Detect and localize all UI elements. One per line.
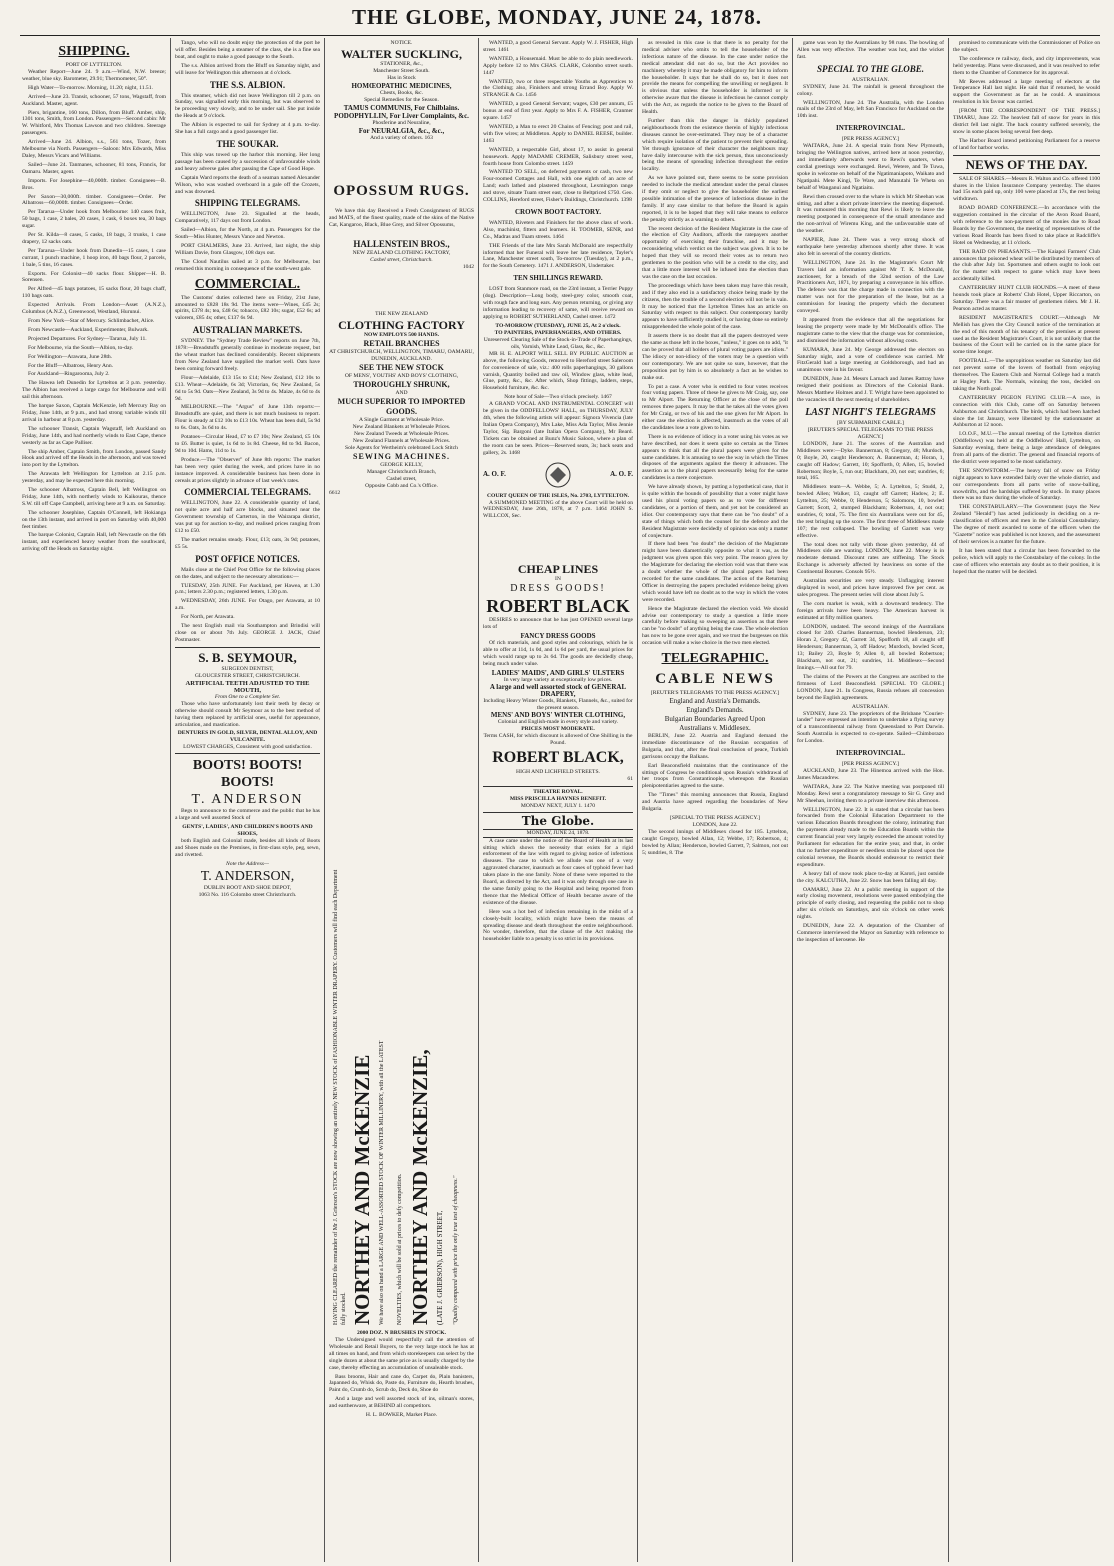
notice-label: NOTICE. [390, 40, 413, 46]
column-divider [948, 38, 949, 1562]
column-six [797, 40, 944, 1560]
suckling-line: Has in Stock [387, 75, 416, 81]
paragraph: A heavy fall of snow took place to-day at Karori, just outside the city. KALCUTHA, June 22. Snow has been falling all day. [797, 870, 944, 884]
column-shipping [22, 40, 166, 1560]
auction-line: Unreserved Clearing Sale of the Stock-in-Trade of Paperhangings, oils, Varnish, White Lead, Glass, &c., &c. [483, 336, 633, 350]
theatre-heading: THEATRE ROYAL. [533, 788, 583, 795]
anderson-line: GENTS', LADIES', AND CHILDREN'S BOOTS AND SHOES, [182, 824, 313, 838]
australian-markets-heading: AUSTRALIAN MARKETS. [192, 325, 303, 336]
cheap-lines: CHEAP LINES [517, 562, 599, 577]
paragraph: The total does not tally with those given yesterday, 44 of Middlesex side are wanting. LONDON, June 22. Money is in moderate demand. Discount rates are stiffening. The Stock Exchange is adversely affected by heaviness on some of the Continental Bourses. Consols 95½. [797, 541, 944, 576]
aof-row [483, 460, 633, 490]
news-of-the-day-heading: NEWS OF THE DAY. [953, 155, 1100, 174]
paragraph: Produce.—The "Observer" of June 8th reports: The market has been very quiet during the week, and prices have in no instance improved. A considerable business has been done in cereals at prices slightly in advance of last week's rates. [175, 456, 320, 484]
column-six-text [797, 40, 944, 61]
nz-label: THE NEW ZEALAND [375, 310, 428, 317]
clothing-line: New Zealand Flannels at Wholesale Prices. [352, 437, 451, 444]
paragraph: To put a case. A voter who is entitled to four votes receives four voting papers. Three of these he gives to Mr Craig, say, one to Mr Alport. The Returning Officer at the close of the poll removes three papers. It may be that he takes all the votes given for Mr Craig, or two of his and the one given for Mr Alport. In either case the election is affected, inasmuch as the votes of all the candidates lose a vote given to him. [642, 383, 788, 431]
paragraph: Flour—Adelaide, £13 15s to £14; New Zealand, £12 10s to £13. Wheat—Adelaide, 6s 3d; Victorian, 6s; New Zealand, 5s 6d to 5s 9d. Oats—New Zealand, 3s 9d to 4s. Maize, 4s 6d to 4s 9d. [175, 374, 320, 402]
advert-number: 1042 [462, 263, 474, 270]
suckling-line: Chests, Books, &c. [379, 90, 424, 96]
australian-label: AUSTRALIAN. [851, 703, 890, 710]
column-divider [170, 38, 171, 1562]
clothing-line: NOW EMPLOYS 500 HANDS. [363, 331, 440, 338]
australian-text [797, 84, 944, 121]
reward-text: LOST from Stanmore road, on the 23rd instant, a Terrier Puppy (dog). Description—Long body, steel-grey color, smooth coat, with rough face and long ears. Any person returning, or giving any information leading to recovery of same, will receive reward on applying to ROBERT SUTHERLAND, Cashel street. 1472 [483, 286, 633, 320]
shipping-text [22, 69, 166, 553]
paragraph: Middlesex team—A. Webbe, 5; A. Lyttelton, 5; Studd, 2, bowled Allen; Walker, 13, caught off Garrett; Hadow, 2; E. Lyttelton, 25; Webbe, 0; Henderson, 5; Salomons, 10, bowled Garrett; Scott, 2, stumped Blackham; Robertson, 4, not out; sundries, 6; total, 75. The first six Australians were out for 45, the rest bringing up the score. The first three of Middlesex made 107; the rest collapsed. The bowling of Garrett was very effective. [797, 484, 944, 539]
albion-heading: THE S.S. ALBION. [209, 79, 286, 90]
rb-line: In very large variety at exceptionally low prices. [503, 676, 613, 683]
column-divider [478, 38, 479, 1562]
bowker-name: H. L. BOWKER, Market Place. [365, 1412, 438, 1419]
suckling-line: And a variety of others. 163 [370, 135, 433, 141]
brushes-advert [329, 1330, 474, 1560]
paragraph: As we have pointed out, there seems to be some provision needed to include the medical attendant under the penal clauses if they omit or neglect to give the householder the earliest possible intimation of the presence of infectious disease in the family. If any case similar to that before the Board is again reported, it is to be hoped that they will take means to enforce the penalty strictly as a warning to others. [642, 175, 788, 223]
paragraph: Hence the Magistrate declared the election void. We should advise our contemporary to study a question a little more carefully before making so sweeping an assertion as that there can be "no doubt" of anything being the case. The whole election has now to be gone over again, and we trust the burgesses on this occasion will make a wise choice in the two men elected. [642, 605, 788, 647]
paragraph: The schooner Josephine, Captain O'Connell, left Hokianga on the 13th instant, and arrived in port on Saturday with 40,000 feet timber. [22, 509, 166, 530]
aof-label: A. O. F. [483, 470, 506, 479]
clothing-line: New Zealand Tweeds at Wholesale Prices. [353, 430, 450, 437]
suckling-line: TAMUS COMMUNIS, For Chilblains. [343, 104, 460, 112]
opossum-text: We have this day Received a Fresh Consignment of RUGS and MATS, of the finest quality, made of the skins of the Native Cat, Kangaroo, Black, Blue Grey, and Silver Opossums, [329, 208, 474, 228]
paragraph: SALE OF SHARES.—Messrs R. Walton and Co. offered 1100 shares in the Union Insurance Company yesterday. The shares had 15s each paid up, only 100 were placed at 17s, the rest being withdrawn. [953, 175, 1100, 203]
news-of-the-day-text [953, 176, 1100, 576]
paragraph: WANTED, a good General Servant; wages, £30 per annum, £5 bonus at end of first year. Apply to Mrs F. A. FISHER, Cranmer square. 1457 [483, 101, 633, 122]
kelly-line: Cashel street, [386, 475, 417, 482]
paragraph: TUESDAY, 25th JUNE. For Auckland, per Hawea, at 1.30 p.m.; letters 2.30 p.m.; registered letters, 1.30 p.m. [175, 582, 320, 596]
paragraph: The corn market is weak, with a downward tendency. The foreign arrivals have been heavy. The American harvest is estimated at fifty million quarters. [797, 600, 944, 621]
seymour-name: S. B. SEYMOUR, [198, 649, 297, 665]
clothing-line: Sole Agents for Wertheim's celebrated Lock Stitch [345, 444, 458, 451]
paragraph: Per Tararua—Under hook from Melbourne: 140 cases fruit, 50 bags, 1 case, 2 bales, 20 cases, 1 cask, 6 boxes tea, 30 bags sugar. [22, 209, 166, 230]
paragraph: AUCKLAND, June 23. The Hinemoa arrived with the Hon. James Macandrew. [797, 768, 944, 781]
cable-line: Australians v. Middlesex. [679, 724, 751, 733]
anderson-line: Note the Address— [226, 860, 269, 867]
special-globe-heading: SPECIAL TO THE GLOBE. [816, 63, 924, 74]
paragraph: Projected Departures. For Sydney—Tararua, July 11. [28, 335, 147, 342]
northey-advert [330, 860, 474, 1325]
northey-vertical-text: NOVELTIES, which will be sold at prices to defy competition. [397, 1173, 403, 1325]
reuter-label: [REUTER'S SPECIAL TELEGRAMS TO THE PRESS AGENCY.] [807, 426, 934, 440]
paragraph: The conference re railway, dock, and city improvements, was held yesterday. Plans were discussed, and it was resolved to refer them to the Chamber of Commerce for its approval. [953, 55, 1100, 76]
shipping-heading: SHIPPING. [58, 44, 130, 59]
rb-line: LADIES' MAIDS', AND GIRLS' ULSTERS [491, 668, 625, 677]
court-heading: COURT QUEEN OF THE ISLES, No. 2703, LYTTELTON. [486, 492, 630, 499]
clothing-line: RETAIL BRANCHES [363, 338, 440, 348]
paragraph: The proceedings which have been taken may have this result, and if they also end in a satisfactory choice being made by the citizens, then the trouble of a second election will not be in vain. It may be noticed that the Lyttelton Times has an article on Saturday with respect to this subject. Our contemporary hardly appears to have sufficiently studied it, or having done so entirely misapprehended the whole point of the case. [642, 282, 788, 331]
paragraph: The Arawata left Wellington for Lyttelton at 2.15 p.m. yesterday, and may be expected here this morning. [22, 471, 166, 485]
column-five [642, 40, 788, 1560]
paragraph: WAITARA, June 22. The Native meeting was postponed till Monday. Rewi sent a congratulatory message to Sir G. Grey and Mr Sheehan, inviting them to a private interview this afternoon. [797, 783, 944, 804]
sewing-machines: SEWING MACHINES. [353, 451, 450, 461]
paragraph: DUNEDIN, June 24. Messrs Larnach and James Rattray have resigned their positions as Directors of the Colonial Bank. Messrs Matthew Holmes and J. T. Wright have been appointed to the vacancies till the next meeting of shareholders. [797, 376, 944, 403]
column-two-text [175, 40, 320, 77]
robert-black-heading-2: ROBERT BLACK, [492, 748, 624, 766]
suckling-line: Phosferine and Neuraline, [372, 120, 431, 126]
northey-vertical-title-2: NORTHEY AND McKENZIE, [408, 1049, 432, 1325]
rb-line: Terms CASH, for which discount is allowed of One Shilling in the Pound. [483, 732, 633, 746]
paragraph: WELLINGTON, June 23. Signalled at the heads, Comparatively, 117 days out from London. [175, 211, 320, 225]
paragraph: WELLINGTON, June 22. It is stated that a circular has been forwarded from the Colonial Education Department to the various Education Boards throughout the colony, intimating that the payments already made to the Education Boards within the current financial year very largely exceeded the amount voted by Parliament for education for the entire year, and that, in order that no further expenditure or needless strain be placed upon the colonial revenue, the Boards should endeavour to restrict their expenditure. [797, 806, 944, 868]
column-divider [792, 38, 793, 1562]
rb-line: PRICES MOST MODERATE. [521, 725, 595, 732]
clothing-line: New Zealand Blankets at Wholesale Prices. [352, 423, 451, 430]
paragraph: game was won by the Australians by 98 runs. The bowling of Allen was very effective. The weather was hot, and the wicket fast. [797, 40, 944, 60]
paragraph: PORT CHALMERS, June 23. Arrived, last night, the ship William Davie, from Glasgow, 108 days out. [175, 243, 320, 256]
paragraph: Sailed—June 24. Tanmanes, schooner, 81 tons, Francis, for Oamaru. Master, agent. [22, 161, 166, 175]
paragraph: FOOTBALL.—The unpropitious weather on Saturday last did not prevent some of the lovers of football from enjoying themselves. The Eastern Club and Normal College had a match at Hagley Park. The Normals, winning the toss, decided on taking the North goal. [953, 358, 1100, 392]
anderson-advert [175, 757, 320, 899]
column-divider [324, 38, 325, 1562]
paragraph: NAPIER, June 24. There was a very strong shock of earthquake here yesterday afternoon shortly after three. It was also felt in several of the country districts. [797, 237, 944, 257]
northey-vertical-text: "Quality compared with price the only true test of cheapness." [453, 1175, 459, 1325]
wanted-adverts [483, 40, 633, 204]
globe-date: MONDAY, JUNE 24, 1878. [483, 829, 633, 838]
rb-text: Of rich materials, and good styles and colourings, which he is able to offer at 11d, 1s 0d, and 1s 6d per yard, the usual prices for which would range up to 2s 6d. The goods are decidedly cheap, being much under value. [483, 640, 633, 667]
paragraph: Here was a hot bed of infection remaining in the midst of a closely-built locality, which might have been the means of spreading disease and death throughout the entire neighbourhood. No wonder, therefore, that the clause of the Act making the householder liable to a penalty is so strict in its provisions. [483, 908, 633, 943]
leader-text [483, 838, 633, 944]
column-seven-text [953, 40, 1100, 152]
paragraph: Tango, who will no doubt enjoy the protection of the port he will offer. Besides being a steamer of the class, she is a fine sea boat, and ought to make a good passage to the South. [175, 40, 320, 60]
cable-news-heading: CABLE NEWS [655, 671, 775, 688]
court-text: A SUMMONED MEETING of the above Court will be held on WEDNESDAY, June 26th, 1878, at 7 p.m. 1464 JOHN S. WILLCOX, Sec. [483, 499, 633, 520]
rb-line: Colonial and English-made in every style and variety. [497, 718, 619, 725]
paragraph: Per Saxon—30,000ft. timber. Consignees—Order. Per Albatross—60,000ft. timber. Consignees—Order. [22, 193, 166, 207]
paragraph: The next English mail via Southampton and Brindisi will close on or about 7th July. GEORGE J. JACK, Chief Postmaster. [175, 623, 320, 643]
paragraph: WANTED, two or three respectable Youths as Apprentices to the Clothing; also, Finishers and strong Errand Boy. Apply W. STRANGE & Co. 1456 [483, 78, 633, 99]
seymour-line: LOWEST CHARGES, Consistent with good satisfaction. [183, 744, 312, 751]
kelly-line: GEORGE KELLY, [380, 461, 423, 468]
special-label: [SPECIAL TO THE PRESS AGENCY.] [670, 815, 760, 821]
paragraph: Per St. Kilda—8 cases, 5 casks, 18 bags, 3 trunks, 1 case drapery, 12 sacks oats. [22, 232, 166, 245]
paragraph: OAMARU, June 22. At a public meeting in support of the early closing movement, resolutions were passed embodying the principle of early closing, and requesting the public not to shop after six o'clock on Saturdays, and six o'clock on other week nights. [797, 886, 944, 921]
seymour-line: Those who have unfortunately lost their teeth by decay or otherwise should consult Mr Seymour as to the best method of having them replaced by artificial ones, useful for appearance, articulation, and mastication. [175, 700, 320, 728]
paragraph: as revealed in this case is that there is no penalty for the medical adviser who omits to tell the householder of the infectious nature of the disease. In the case under notice the medical attendant did not do so, but the Act provides no machinery whereby it may be made obligatory for him to inform the householder. It says that he shall do so, but it does not provide the means for compelling the unwilling or negligent. It is obvious that unless the householder is informed or is otherwise aware that the disease is infectious he cannot comply with the Act, as regards the notice to be given to the Board of Health. [642, 40, 788, 116]
suckling-line: Manchester Street South. [373, 68, 430, 74]
paragraph: promised to communicate with the Commissioner of Police on the subject. [953, 40, 1100, 53]
rb-line: MENS' AND BOYS' WINTER CLOTHING, [490, 710, 626, 719]
paragraph: The Customs' duties collected here on Friday, 21st June, amounted to £828 18s 9d. The items were—Wines, £45 2s; spirits, £378 4s; tea, £48 6s; tobacco, £82 10s; sugar, £52 6s; ad valorem, £85 4s; other, £137 6s 9d. [175, 294, 320, 322]
paragraph: CANTERBURY HUNT CLUB HOUNDS.—A meet of these hounds took place at Roberts' Club Hotel, Upper Riccarton, on Saturday. There was a fair muster of gentlemen riders. Mr J. H. Pearson acted as master. [953, 285, 1100, 312]
commercial-telegrams-heading: COMMERCIAL TELEGRAMS. [184, 487, 311, 498]
brushes-list: Bass brooms, Hair and cane do, Carpet do, Plain banisters, Japanned do, Whisk do, Paste do, Furniture do, Hearth brushes, Paint do, Crumb do, Scrub do, Deck do, Shoe do [329, 1373, 474, 1394]
reuter-label: [REUTER'S TELEGRAMS TO THE PRESS AGENCY.] [650, 690, 780, 697]
column-seven [953, 40, 1100, 1560]
post-office-heading: POST OFFICE NOTICES. [195, 553, 300, 564]
last-night-heading: LAST NIGHT'S TELEGRAMS [805, 406, 936, 418]
interprovincial-heading: INTERPROVINCIAL. [835, 124, 906, 133]
press-label: [PER PRESS AGENCY.] [842, 136, 899, 143]
clothing-line: SEE THE NEW STOCK [359, 362, 444, 372]
paragraph: Arrived—June 23. Transit, schooner, 57 tons, Wagstaff, from Auckland. Master, agent. [22, 93, 166, 107]
cheap-in: IN [555, 576, 561, 583]
cable-line: England and Austria's Demands. [669, 697, 761, 706]
interprovincial-text [797, 143, 944, 404]
masthead-rule [20, 35, 1100, 36]
hallenstein-line: Cashel street, Christchurch. [370, 256, 433, 263]
paragraph: Mails close at the Chief Post Office for the following places on the dates, and subject to the necessary alterations:— [175, 566, 320, 580]
crown-text: WANTED, Riveters and Finishers for the above class of work. Also, machinist, fitters and learners. H. TOOMER, SENR, and Co., Madras and Tuam streets. 1464 [483, 219, 633, 240]
paragraph: It appeared from the evidence that all the negotiations for leasing the property were made by Mr McDonald's office. The magistrate came to the view that the charge was for commission, and dismissed the information without allowing costs. [797, 317, 944, 344]
anderson-line: both English and Colonial made, besides all kinds of Boots and Shoes made on the Premises, in first-class style, peg, sewn, and rivetted. [175, 838, 320, 859]
seymour-address: GLOUCESTER STREET, CHRISTCHURCH. [194, 672, 301, 679]
reward-heading: TEN SHILLINGS REWARD. [513, 274, 603, 283]
paragraph: The recent decision of the Resident Magistrate in the case of the election of City Auditors, affords the ratepayers another opportunity of exercising their franchise, and it may be reconsidering which verdict on the subject was given. It is to be hoped that they will so record their votes as to return two gentlemen to the position who will be a credit to the city, and that a little more interest will be infused into the election than was the case on the last occasion. [642, 225, 788, 280]
interprovincial-text-2 [797, 768, 944, 944]
paragraph: This ship was towed up the harbor this morning. Her long passage has been caused by a succession of unfavourable winds and heavy adverse gales after passing the Cape of Good Hope. [175, 151, 320, 172]
northey-vertical-title: NORTHEY AND McKENZIE [350, 1054, 374, 1325]
paragraph: The second innings of Middlesex closed for 185. Lyttelton, caught Gregory, bowled Allan, 12; Webbe, 17; Robertson, 4; bowled by Allan; Henderson, bowled Garrett, 7; Salmon, not out 5; sundries, 8. The [642, 829, 788, 856]
paragraph: LONDON, June 21. The scores of the Australian and Middlesex were:—Dyke. Bannerman, 8; Gregory, 48; Murdoch, 0; Boyle, 20, caught Henderson; A. Bannerman, 4; Horan, 1, caught off Hadow; Garrett, 10; Spofforth, 0; Allen, 15, bowled Robertson; Boyle, 5, run out; Blackham, 20, not out; sundries, 6; total, 165. [797, 440, 944, 482]
paragraph: Weather Report—June 24. 9 a.m.—Wind, N.W. breeze; weather, blue sky. Barometer, 29.91; Thermometer, 50°. [22, 69, 166, 82]
suckling-name: WALTER SUCKLING, [341, 47, 462, 61]
column-two [175, 40, 320, 1560]
suckling-line: PODOPHYLLIN, For Liver Complaints, &c. [334, 112, 469, 120]
paragraph: For Auckland—Ringarooma, July 2. [28, 371, 110, 378]
paragraph: This steamer, which did not leave Wellington till 2 p.m. on Sunday, was signalled early this morning, but was observed to be proceeding very slowly, and to be under sail. She put inside the Heads at 9 o'clock. [175, 92, 320, 120]
paragraph: The barque Colonist, Captain Hall, left Newcastle on the 6th instant, and experienced heavy weather from the southward, arriving off the Heads on Saturday night. [22, 532, 166, 553]
soukar-heading: THE SOUKAR. [216, 138, 279, 149]
theatre-line: MISS PRISCILLA HAYNES BENEFIT. [509, 795, 607, 802]
leader-continued [642, 40, 788, 647]
paragraph: High Water—To-morrow. Morning, 11.20; night, 11.51. [28, 84, 153, 91]
paragraph: Potatoes—Circular Head, £7 to £7 10s; New Zealand, £5 10s to £6. Butter is quiet, 1s 6d to 1s 8d. Cheese, 8d to 9d. Bacon, 9d to 10d. Hams, 11d to 1s. [175, 434, 320, 454]
anderson-line: Begs to announce to the commerce and the public that he has a large and well assorted Stock of [175, 808, 320, 822]
advert-number: 6612 [329, 489, 341, 496]
hallenstein-name: HALLENSTEIN BROS., [353, 238, 450, 249]
hallenstein-line: NEW ZEALAND CLOTHING FACTORY, [352, 249, 451, 256]
paragraph: Mr Reeves addressed a large meeting of electors at the Temperance Hall last night. He said that if returned, he would support the Government as far as he could. A unanimous resolution in his favour was carried. [953, 78, 1100, 106]
paragraph: The "Times" this morning announces that Russia, England and Austria have agreed regarding the boundaries of New Bulgaria. [642, 792, 788, 813]
clothing-line: OF MENS', YOUTHS' AND BOYS' CLOTHING, [344, 372, 459, 379]
column-divider [637, 38, 638, 1562]
suckling-line: HOMŒOPATHIC MEDICINES, [351, 82, 452, 90]
clothing-factory-heading: CLOTHING FACTORY [338, 317, 465, 332]
paragraph: The ship Amber, Captain Smith, from London, passed Sandy Hook and arrived off the Heads in the afternoon, and was towed into port by the Lyttelton. [22, 448, 166, 469]
opossum-heading: OPOSSUM RUGS. [333, 183, 470, 199]
dateline: LONDON, June 22. [692, 822, 738, 828]
auction-date: TO-MORROW (TUESDAY), JUNE 25, At 2 o'clock. [495, 322, 621, 329]
post-office-text [175, 567, 320, 644]
paragraph: SYDNEY, June 24. The rainfall is general throughout the colony. [797, 83, 944, 97]
seymour-advert [175, 647, 320, 755]
suckling-line: For NEURALGIA, &c., &c., [358, 127, 445, 135]
kelly-line: Manager Christchurch Branch, [366, 468, 437, 475]
paragraph: The claims of the Powers at the Congress are ascribed to the firmness of Lord Beaconsfield. [SPECIAL TO GLOBE.] LONDON, June 21. In Congress, Russia refuses all concession beyond the English agreements. [797, 673, 944, 701]
submarine-label: [BY SUBMARINE CABLE.] [837, 419, 904, 426]
paragraph: Imports. For Josephine—40,000ft. timber. Consignees—B. Bros. [22, 177, 166, 191]
auction-heading: TO PAINTERS, PAPERHANGERS, AND OTHERS. [494, 329, 622, 336]
port-subheading: PORT OF LYTTELTON. [65, 62, 123, 68]
paragraph: BERLIN, June 22. Austria and England demand the immediate discontinuance of the Russian occupation of Bulgaria, and that, after the final conclusion of peace, Turkish garrisons occupy the Balkans. [642, 733, 788, 760]
rb-line: HIGH AND LICHFIELD STREETS. [516, 768, 600, 775]
paragraph: WELLINGTON, June 22. A considerable quantity of land, not quite acre and half acre blocks, and situated near the Government township of Carterton, in the Wairarapa district, was put up for auction to-day, and realised prices ranging from £12 to £50. [175, 500, 320, 535]
brushes-text: The Undersigned would respectfully call the attention of Wholesale and Retail Buyers, to the very large stock he has at all times on hand, and from which storekeepers can select by the single dozen at about the same price as is usually charged by the case, thereby effecting an accumulation of unsaleable stock. [329, 1337, 474, 1371]
paragraph: WEDNESDAY, 26th JUNE. For Otago, per Arawata, at 10 a.m. [175, 598, 320, 612]
australian-markets-text [175, 338, 320, 484]
cable-line: Bulgarian Boundaries Agreed Upon [664, 715, 766, 724]
column-four [483, 40, 633, 1560]
clothing-line: MUCH SUPERIOR TO IMPORTED GOODS. [337, 396, 466, 416]
paragraph: THE RAID ON PHEASANTS.—The Kaiapoi Farmers' Club announces that poisoned wheat will be distributed by members of the club after July 1st. Sportsmen and others ought to look out for the matter with respect to game which may have been accidentally killed. [953, 248, 1100, 283]
robert-black-heading: ROBERT BLACK [486, 596, 630, 617]
commercial-heading: COMMERCIAL. [194, 276, 301, 292]
paragraph: The market remains steady. Flour, £13; oats, 3s 9d; potatoes, £5 5s. [175, 536, 320, 550]
auction-text: MR H. E. ALPORT WILL SELL BY PUBLIC AUCTION at above, the following Goods, removed to Hereford street Saleroom for convenience of sale, viz.: 400 rolls paperhangings, 30 gallons varnish, Quantity boiled and raw oil, Window glass, white lead, Glue, putty, &c., &c. After which, Shop fittings, ladders, steps, Household furniture, &c. &c. [483, 350, 633, 392]
rb-line: Including Heavy Winter Goods, Blankets, Flannels, &c., suited for the present season. [483, 697, 633, 711]
paragraph: Further than this the danger in thickly populated neighbourhoods from the existence therein of highly infectious diseases cannot be over-estimated. They may be of a character which require isolation of the patient to prevent their spreading. Yet through ignorance of their character the neighbours may have daily intercourse with the sick person, thus unconsciously being the means of spreading infection throughout the entire locality. [642, 117, 788, 173]
australian-label: AUSTRALIAN. [851, 76, 890, 83]
paragraph: THE SNOWSTORM.—The heavy fall of snow on Friday night appears to have extended fairly over the whole district, and our correspondents from all parts write of snow-balling, snowdrifts, and the hardships suffered by stock. In many places there was no thaw during the whole of Saturday. [953, 467, 1100, 502]
aof-label: A. O. F. [610, 470, 633, 479]
theatre-line: MONDAY NEXT, JULY 1. 1470 [520, 802, 596, 809]
paragraph: I.O.O.F., M.U.—The annual meeting of the Lyttelton district (Oddfellows) was held at the Oddfellows' Hall, Lyttelton, on Saturday evening, there being a large attendance of delegates from all parts of the district. The general and financial reports of the district were reported to be most satisfactory. [953, 431, 1100, 465]
northey-vertical-text: We have also on hand a LARGE AND WELL-ASSORTED STOCK OF WINTER MILLINERY, with all the LATEST [379, 1040, 385, 1325]
paragraph: [FROM THE CORRESPONDENT OF THE PRESS.] TIMARU, June 22. The heaviest fall of snow for years in this district fell last night. The back country suffered severely, the snow in some places being several feet deep. [953, 108, 1100, 135]
australian-text-2 [797, 711, 944, 746]
northey-vertical-text: (LATE J. GRIERSON), HIGH STREET, [436, 1210, 444, 1325]
paragraph: The Albion is expected to sail for Sydney at 4 p.m. to-day. She has a full cargo and a good passenger list. [175, 122, 320, 136]
soukar-text [175, 152, 320, 195]
emblem-icon [538, 460, 578, 490]
paragraph: For North, per Arawata. [181, 614, 235, 621]
northey-vertical-text: HAVING CLEARED the remainder of Mr J. Grierson's STOCK are now showing an entirely NEW STOCK of FASHIONABLE WINTER DRAPERY. Customers will find each Department fully stocked. [333, 869, 347, 1325]
paragraph: Per Tararua—Under hook from Dunedin—15 cases, 1 case currant, 1 punch machine, 1 hoop iron, 40 bags flour, 2 parcels, 1 bale, 5 tins, 16 cases. [22, 247, 166, 268]
paragraph: From New York—Star of Mercury. Schlimbachet, Alice. [28, 318, 155, 324]
press-label: [PER PRESS AGENCY.] [842, 761, 899, 768]
clothing-line: AND [395, 389, 408, 396]
paragraph: If there had been "no doubt" the decision of the Magistrate might have been diametrically opposite to what it was, as the judgment was given upon this very point. The reason given by the Magistrate for declaring the election void was that there was a doubt whether the whole of the plural papers had been recorded for the same candidates. The action of the Returning Officer in destroying the papers precluded evidence being given which would have left no doubt as to the way in which the votes were recorded. [642, 541, 788, 603]
brushes-heading: 2000 DOZ. N BRUSHES IN STOCK. [357, 1330, 446, 1336]
crown-heading: CROWN BOOT FACTORY. [514, 207, 602, 216]
paragraph: Expected Arrivals. From London—Asset (A.N.Z.), Columbus (A.N.Z.), Greenwood, Westland, Hurunui. [22, 302, 166, 316]
rb-text: DESIRES to announce that he has just OPENED several large lots of [483, 617, 633, 631]
seymour-line: ARTIFICIAL TEETH ADJUSTED TO THE MOUTH, [185, 679, 310, 694]
paragraph: The Hawea left Dunedin for Lyttelton at 3 p.m. yesterday. The Albion has received a large cargo for Melbourne and will sail this afternoon. [22, 380, 166, 401]
paragraph: Australian securities are very steady. Unflagging interest displayed in wool, and prices have improved five per cent. as sales progress. The present series will close about July 5. [797, 578, 944, 598]
cable-line: England's Demands. [686, 706, 744, 715]
commercial-text [175, 295, 320, 323]
suckling-line: STATIONER, &c., [380, 61, 423, 67]
paragraph: THE CONSTABULARY.—The Government (says the New Zealand "Herald") has acted judiciously in deciding on a re-classification of officers and men in the Colonial Constabulary. The degree of merit awarded to some of the officers when the "Gazette" notice was published is not known, and the assessment of their services is a matter for the future. [953, 504, 1100, 545]
seymour-title: SURGEON DENTIST, [221, 665, 274, 672]
anderson-line: 1063 No. 116 Colombo street Christchurch. [198, 891, 297, 898]
paragraph: Exports. For Colonist—40 sacks flour. Shipper—H. B. Sorensen. [22, 270, 166, 284]
paragraph: WAITARA, June 24. A special train from New Plymouth, bringing the Wellington natives, arrived here at noon yesterday, and immediately afterwards went to Rewi's quarters, when cordial greetings were exchanged. Rewi, Wetere, and Te Tuwa, spoke in welcome on behalf of the Ngatimaniapoto, Waikato and Ngatipahi. Mete Kingi, Te Ware, and Manutahi Te Wheta on behalf of Wanganui and Ngatiaitu. [797, 143, 944, 191]
clothing-line: A Single Garment at Wholesale Price. [358, 416, 445, 423]
paragraph: For Melbourne, via the South—Albion, to-day. [28, 344, 134, 351]
interprovincial-heading-2: INTERPROVINCIAL. [835, 749, 906, 758]
paragraph: For Wellington—Arawata, June 28th. [28, 353, 113, 360]
commercial-telegrams-text [175, 500, 320, 550]
auction-note: Note hour of Sale—Two o'clock precisely. 1467 [504, 394, 612, 401]
cable-text [642, 829, 788, 857]
advert-number: 61 [627, 775, 633, 782]
paragraph: For the Bluff—Albatross, Henry Ann. [28, 362, 114, 369]
cable-text [642, 733, 788, 813]
rb-line: A large and well assorted stock of GENERAL DRAPERY, [489, 682, 627, 698]
masthead: THE GLOBE, MONDAY, JUNE 24, 1878. [351, 5, 763, 29]
paragraph: MELBOURNE.—The "Argus" of June 13th reports:—Breadstuffs are quiet, and there is not much business to report. Flour is steady at £12 10s to £13 10s. Wheat has been dull, 5s 9d to 6s. Oats, 3s 6d to 4s. [175, 404, 320, 432]
paragraph: The Harbor Board intend petitioning Parliament for a reserve of land for harbor works. [953, 137, 1100, 151]
paragraph: There is no evidence of idiocy in a voter using his votes as we have described, nor does it seem quite so certain as the Times appears to think that all the plural papers were given for the same candidates. It is amusing to see the way in which the Times disposes of the arguments against the theory it advances. The assertion as to the plural papers necessarily being for the same candidates is a mere conjecture. [642, 433, 788, 482]
paragraph: Captain Ward reports the death of a seaman named Alexander Wilson, who was washed overboard in a gale off the Crozets, and was drowned. [175, 174, 320, 195]
paragraph: ROAD BOARD CONFERENCE.—In accordance with the suggestion contained in the circular of the Avon Road Board, with reference to the non-payment of the monies due to Road Boards by the Government, the meeting of representatives of the various Road Boards has been fixed to take place at Radcliffe's Hotel on Wednesday, at 11 o'clock. [953, 205, 1100, 246]
paragraph: WANTED, a Man to erect 20 Chains of Fencing; post and rail, with five wires; at Middleton. Apply to DANIEL REESE, builder. 1463 [483, 123, 633, 144]
albion-text [175, 93, 320, 136]
last-night-text [797, 441, 944, 702]
paragraph: The schooner Albatross, Captain Bell, left Wellington on Friday, June 14th, with northerly winds to Kaikouras, thence S.W. till off Cape Campbell, arriving here at 9 a.m. on Saturday. [22, 487, 166, 507]
paragraph: It has been stated that a circular has been forwarded to the police, which will apply to the Constabulary of the colony. In the case of officers who entertain any doubt as to their position, it is hoped that the matter will be decided. [953, 547, 1100, 575]
funeral-notice: THE Friends of the late Mrs Sarah McDonald are respectfully informed that her Funeral will leave her late residence, Tayler's Lane, Manchester street south, To-morrow (Tuesday), at 2 p.m., for the South Cemetery. 1471 J. ANDERSON, Undertaker. [483, 242, 633, 270]
rb-line: FANCY DRESS GOODS [520, 632, 596, 641]
globe-title: The Globe. [521, 813, 595, 828]
kelly-line: Opposite Cobb and Co.'s Office. [365, 482, 438, 489]
dress-goods: DRESS GOODS! [510, 583, 606, 595]
paragraph: SYDNEY, June 23. The proprietors of the Brisbane "Courier-lander" have expressed an intention to undertake a flying survey of a transcontinental railway from Queensland to Port Darwin. South Australia is expected to co-operate. Sailed—Chimborazo for London. [797, 710, 944, 745]
paragraph: Per Alfred—45 bags potatoes, 15 sacks flour, 20 bags chaff, 110 bags oats. [22, 286, 166, 300]
anderson-name: T. ANDERSON [191, 792, 304, 808]
paragraph: It asserts there is no doubt that all the papers destroyed were the same as those left in the boxes, "unless," it goes on to add, "it can be proved that all holders of plural voting papers are idiots." The idiocy or non-idiocy of the voters may be a question with our contemporary. We are not quite so sure, however, that the proposition put by him is so absolutely a fact as he wishes to make out. [642, 333, 788, 381]
brushes-text: And a large and well assorted stock of ins, oilman's stores, and earthenware, at BEHIND all competitors. [329, 1396, 474, 1410]
paragraph: Sailed—Albion, for the North, at 4 p.m. Passengers for the South—Miss Hunter, Messrs Vance and Newton. [175, 227, 320, 241]
paragraph: We have already shown, by putting a hypothetical case, that it is quite within the bounds of possibility that a voter might have used his plural voting papers so as to vote for different candidates, or a portion of them, and yet not be considered an idiot. Our contemporary says that there can be "no doubt" of a state of things which both the counsel for the defence and the Resident Magistrate were decidedly of opinion was only a matter of conjecture. [642, 484, 788, 539]
paragraph: Arrived—June 24. Albion, s.s., 561 tons, Tozer, from Melbourne via North. Passengers—Saloon: Mrs Edwards, Miss Daley, Messrs Vicars and Williams. [22, 139, 166, 159]
paragraph: DUNEDIN, June 22. A deputation of the Chamber of Commerce interviewed the Mayor on Saturday with reference to the inspection of kerosene. He [797, 923, 944, 943]
paragraph: WANTED, a good General Servant. Apply W. J. FISHER, High street. 1461 [483, 40, 633, 53]
paragraph: The Cloud Nautilus sailed at 3 p.m. for Melbourne, but returned this morning in consequence of the south-west gale. [175, 258, 320, 272]
paragraph: The s.s. Albion arrived from the Bluff on Saturday night, and will leave for Wellington this afternoon at 4 o'clock. [175, 62, 320, 76]
paragraph: Earl Beaconsfield maintains that the continuance of the sittings of Congress be conditional upon Russia's withdrawal of her troops from Constantinople, whereupon the Russian plenipotentiaries agreed to the same. [642, 762, 788, 790]
paragraph: WELLINGTON, June 24. The Australia, with the London mails of the 23rd of May, left San Francisco for Auckland on the 10th inst. [797, 99, 944, 120]
suckling-line: Special Remedies for the Season. [364, 97, 439, 103]
paragraph: WELLINGTON, June 24. In the Magistrate's Court Mr Travers laid an information against Mr T. K. McDonald, auctioneer, for a breach of the 32nd section of the Law Practitioners Act, 1871, by preparing a conveyance in his office. The defence was that the charge made in connection with the matter was not for the preparation of the lease, but as a commission for leasing the property which the document conveyed. [797, 259, 944, 315]
clothing-line: AT CHRISTCHURCH, WELLINGTON, TIMARU, OAMARU, DUNEDIN, AUCKLAND. [329, 348, 474, 362]
telegraphic-heading: TELEGRAPHIC. [661, 651, 769, 667]
clothing-line: THOROUGHLY SHRUNK, [353, 379, 450, 389]
paragraph: WANTED TO SELL, on deferred payments or cash, two new Four-roomed Cottages and Hall, with one eighth of an acre of Land; each lathed and plastered throughout, Lexmington range and stove, situate Tuam street east, close to Beltpriced £750. Geo. COLLINS, Hereford street, Fisher's Buildings, Christchurch. 1398 [483, 169, 633, 204]
paragraph: The schooner Transit, Captain Wagstaff, left Auckland on Friday, June 14th, and had northerly winds to East Cape, thence westerly as far as Cape Palliser. [22, 425, 166, 446]
paragraph: WANTED, a respectable Girl, about 17, to assist in general housework. Apply MADAME CREMER, Salisbury street west, fourth house from Colombo street. 1459 [483, 146, 633, 167]
paragraph: From Newcastle—Auckland, Experimenter, Bulwark. [28, 326, 149, 333]
shipping-telegrams-text [175, 211, 320, 272]
anderson-line: DUBLIN BOOT AND SHOE DEPOT, [203, 884, 292, 891]
paragraph: WANTED, a Housemaid. Must be able to do plain needlework. Apply before 12 to Mrs CHAS. CLARK, Colombo street south. 1447 [483, 55, 633, 76]
anderson-name-2: T. ANDERSON, [200, 868, 295, 884]
paragraph: LONDON, undated. The second innings of the Australians closed for 240. Charles Bannerman, bowled Henderson, 23; Horan 2, Gregory 42, Garrett 34, Spofforth 18, all caught off Henderson; Bannerman, 3, off Hadow; Murdoch, bowled Scott, 13; Bailey 23, Boyle 9; Allen 0, all bowled Robertson; Blackham, not out, 21; sundries, 14. Middlesex—Second Innings.—All out for 79. [797, 623, 944, 671]
seymour-line: From One to a Complete Set. [214, 693, 281, 700]
theatre-advert [483, 786, 633, 813]
paragraph: Rewi then crossed over to the whare in which Mr Sheehan was sitting, and after a short private interview the meeting dispersed. It was rumoured this morning that Rewi is likely to leave the meeting postponed in consequence of the small attendance and the non-arrival of Wiremu King, and the unfavourable state of the weather. [797, 193, 944, 235]
paragraph: KUMARA, June 24. My George addressed the electors on Saturday night, and a vote of confidence was carried. Mr FitzGerald had a large meeting at Goldsborough, and had an unanimous vote in his favour. [797, 346, 944, 374]
paragraph: A case came under the notice of the Board of Health at its last sitting which shows the necessity that exists for a rigid enforcement of the law with regard to giving notice of infectious diseases. The case to which we allude was one of a very aggravated character, inasmuch as four cases of typhoid fever had taken place in the one family. None of these were reported to the Board, as directed by the Act, and it was only through one case in the same family going to the Hospital and being reported from thence that the Medical Officer of Health became aware of the existence of the disease. [483, 837, 633, 906]
concert-advert: A GRAND VOCAL AND INSTRUMENTAL CONCERT will be given in the ODDFELLOWS' HALL, on THURSDAY, JULY 4th, when the following artists will appear: Signora Vivencia (late Italian Opera Company), Mrs Lake, Miss Ada Taylor, Miss Jennie Taylor, Sig. Bargoni (late Italian Opera Company), Mr Beard. Tickets can be obtained at Bunz's Music Saloon, where a plan of the room can be seen. Prices—Reserved seats, 3s; back seats and gallery, 2s. 1468 [483, 401, 633, 456]
paragraph: The barque Saxon, Captain McKenzie, left Mercury Bay on Friday, June 14th, at 9 p.m., and had strong variable winds till arrival in harbour at 8 p.m. yesterday. [22, 403, 166, 423]
shipping-telegrams-heading: SHIPPING TELEGRAMS. [194, 198, 301, 209]
paragraph: Piers, brigantine, 160 tons, Dillon, from Bluff. Amber, ship, 1301 tons, Smith, from London. Passengers—Second cabin: Mr W. Whitford, Mrs Thomas Lawson and two children. Steerage passengers. [22, 109, 166, 137]
boots-heading: BOOTS! BOOTS! BOOTS! [192, 758, 303, 791]
paragraph: SYDNEY. The "Sydney Trade Review" reports on June 7th, 1878:—Breadstuffs generally continue in moderate request, but the wheat market has declined considerably. Recent shipments from New Zealand have supplied the market well. Oats have been coming forward freely. [175, 338, 320, 372]
paragraph: CANTERBURY PIGEON FLYING CLUB.—A race, in connection with this Club, came off on Saturday between Ashburton and Christchurch. The birds, which had been hatched since the 1st January, were liberated by the stationmaster at Ashburton at 12 noon. [953, 394, 1100, 429]
paragraph: RESIDENT MAGISTRATE'S COURT.—Although Mr Mellish has given the City Council notice of the termination at the end of this month of his tenancy of the premises at present used as the Resident Magistrate's Court, it is not unlikely that the business of the Court will be carried on in the same place for some time longer. [953, 314, 1100, 356]
seymour-line: DENTURES IN GOLD, SILVER, DENTAL ALLOY, AND VULCANITE. [177, 730, 318, 744]
